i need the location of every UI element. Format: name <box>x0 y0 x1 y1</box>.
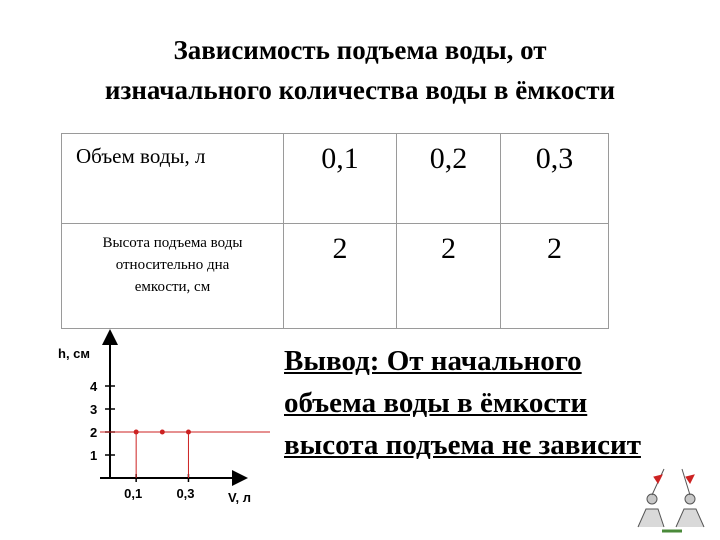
table-row-height <box>62 224 609 329</box>
height-label-line: емкости, см <box>134 279 211 295</box>
data-table <box>61 133 609 329</box>
x-tick-label: 0,1 <box>124 486 143 501</box>
volume-label: Объем воды, л <box>62 134 284 224</box>
height-volume-chart <box>50 325 280 515</box>
title-line-1: Зависимость подъема воды, от <box>173 35 547 65</box>
data-point <box>134 430 139 435</box>
data-point <box>186 430 191 435</box>
conclusion-line: объема воды в ёмкости <box>284 387 588 419</box>
x-tick-label: 0,3 <box>176 486 195 501</box>
volume-value: 0,1 <box>284 134 397 224</box>
height-label-line: Высота подъема воды <box>102 235 243 251</box>
title-line-2: изначального количества воды в ёмкости <box>104 75 616 105</box>
height-label-line: относительно дна <box>115 257 230 273</box>
table-row-volume <box>62 134 609 224</box>
height-value: 2 <box>397 224 501 329</box>
height-label <box>62 224 284 329</box>
height-value: 2 <box>284 224 397 329</box>
y-tick-label: 2 <box>90 425 98 440</box>
height-value: 2 <box>501 224 609 329</box>
x-axis-label: V, л <box>228 490 251 505</box>
conclusion-line: Вывод: От начального <box>284 345 582 377</box>
volume-value: 0,2 <box>397 134 501 224</box>
volume-value: 0,3 <box>501 134 609 224</box>
y-tick-label: 1 <box>90 448 98 463</box>
y-tick-label: 4 <box>90 379 98 394</box>
jousting-knights-icon <box>632 465 714 537</box>
y-tick-label: 3 <box>90 402 98 417</box>
data-point <box>160 430 165 435</box>
conclusion-line: высота подъема не зависит <box>284 429 641 461</box>
slide-title <box>0 30 720 110</box>
conclusion-text <box>284 340 704 466</box>
y-axis-label: h, см <box>58 346 91 361</box>
